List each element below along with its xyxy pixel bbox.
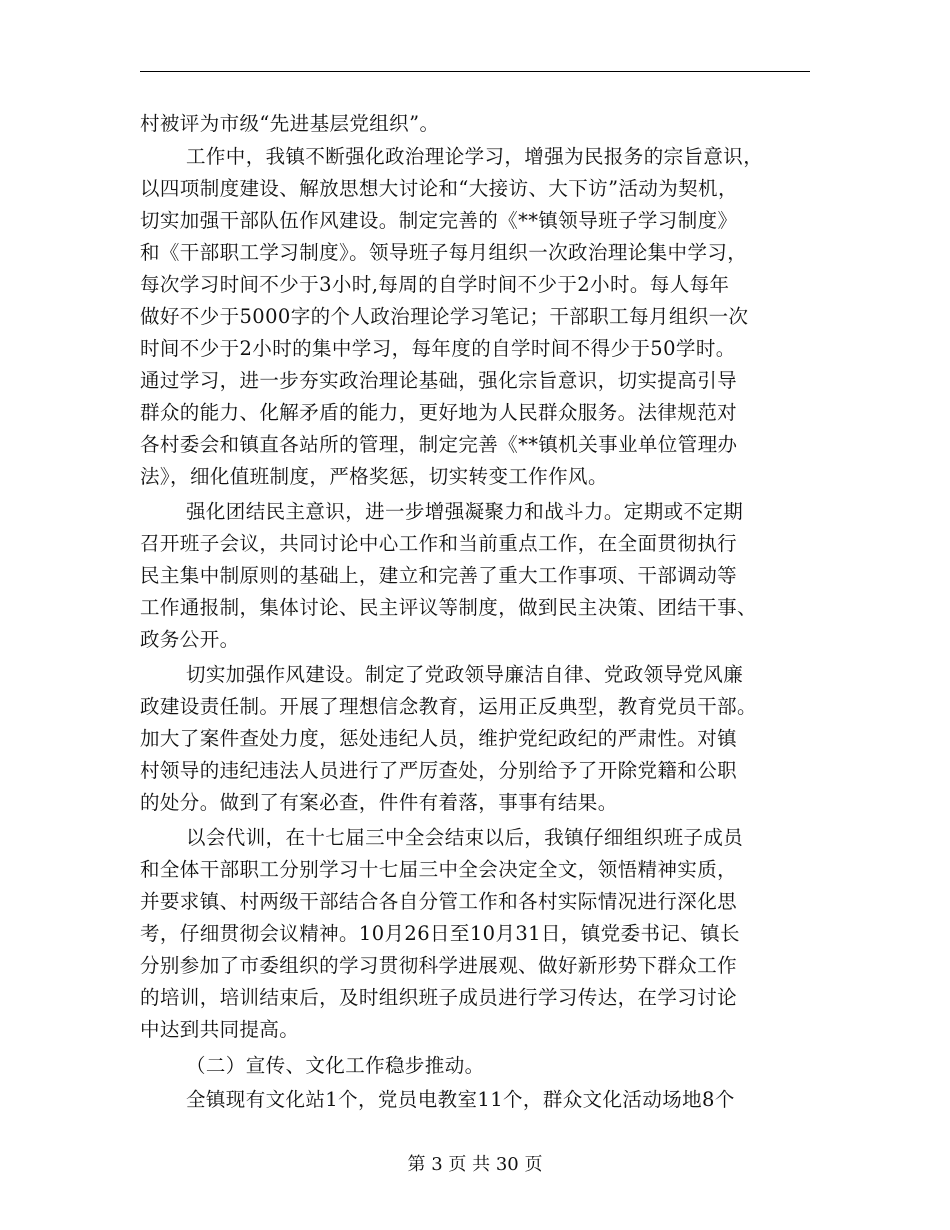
text-line: 时间不少于2小时的集中学习，每年度的自学时间不得少于50学时。 [140,337,736,360]
text-line: 村被评为市级“先进基层党组织”。 [140,112,440,135]
text-line: 的处分。做到了有案必查，件件有着落，事事有结果。 [140,791,618,814]
text-line: 加大了案件查处力度，惩处违纪人员，维护党纪政纪的严肃性。对镇 [140,727,738,750]
text-line: 每次学习时间不少于3小时,每周的自学时间不少于2小时。每人每年 [140,273,730,296]
text-line: 政建设责任制。开展了理想信念教育，运用正反典型，教育党员干部。 [140,695,757,718]
text-line: 中达到共同提高。 [140,1018,300,1041]
text-line: 分别参加了市委组织的学习贯彻科学进展观、做好新形势下群众工作 [140,954,738,977]
text-line: 切实加强干部队伍作风建设。制定完善的《**镇领导班子学习制度》 [140,209,738,232]
text-line: 政务公开。 [140,628,240,651]
text-line: 民主集中制原则的基础上，建立和完善了重大工作事项、干部调动等 [140,564,738,587]
text-line: 考，仔细贯彻会议精神。10月26日至10月31日，镇党委书记、镇长 [140,922,740,945]
text-line: 和全体干部职工分别学习十七届三中全会决定全文，领悟精神实质， [140,858,738,881]
text-line: 通过学习，进一步夯实政治理论基础，强化宗旨意识，切实提高引导 [140,369,738,392]
header-rule [140,71,810,72]
text-line: 以会代训，在十七届三中全会结束以后，我镇仔细组织班子成员 [186,826,744,849]
text-line: 并要求镇、村两级干部结合各自分管工作和各村实际情况进行深化思 [140,890,738,913]
section-heading: （二）宣传、文化工作稳步推动。 [186,1054,485,1077]
text-line: 法》，细化值班制度，严格奖惩，切实转变工作作风。 [140,465,608,488]
text-line: 和《干部职工学习制度》。领导班子每月组织一次政治理论集中学习， [140,241,748,264]
text-line: 工作通报制，集体讨论、民主评议等制度，做到民主决策、团结干事、 [140,596,757,619]
text-line: 各村委会和镇直各站所的管理，制定完善《**镇机关事业单位管理办 [140,433,738,456]
text-line: 召开班子会议，共同讨论中心工作和当前重点工作，在全面贯彻执行 [140,532,738,555]
text-line: 群众的能力、化解矛盾的能力，更好地为人民群众服务。法律规范对 [140,401,738,424]
text-line: 切实加强作风建设。制定了党政领导廉洁自律、党政领导党风廉 [186,663,744,686]
text-line: 村领导的违纪违法人员进行了严厉查处，分别给予了开除党籍和公职 [140,759,738,782]
text-line: 做好不少于5000字的个人政治理论学习笔记；干部职工每月组织一次 [140,305,749,328]
page-number-footer: 第 3 页 共 30 页 [407,1154,543,1175]
text-line: 全镇现有文化站1个，党员电教室11个，群众文化活动场地8个 [186,1088,735,1111]
text-line: 工作中，我镇不断强化政治理论学习，增强为民报务的宗旨意识， [186,145,764,168]
text-line: 强化团结民主意识，进一步增强凝聚力和战斗力。定期或不定期 [186,500,744,523]
text-line: 以四项制度建设、解放思想大讨论和“大接访、大下访”活动为契机， [140,177,738,200]
text-line: 的培训，培训结束后，及时组织班子成员进行学习传达，在学习讨论 [140,986,738,1009]
